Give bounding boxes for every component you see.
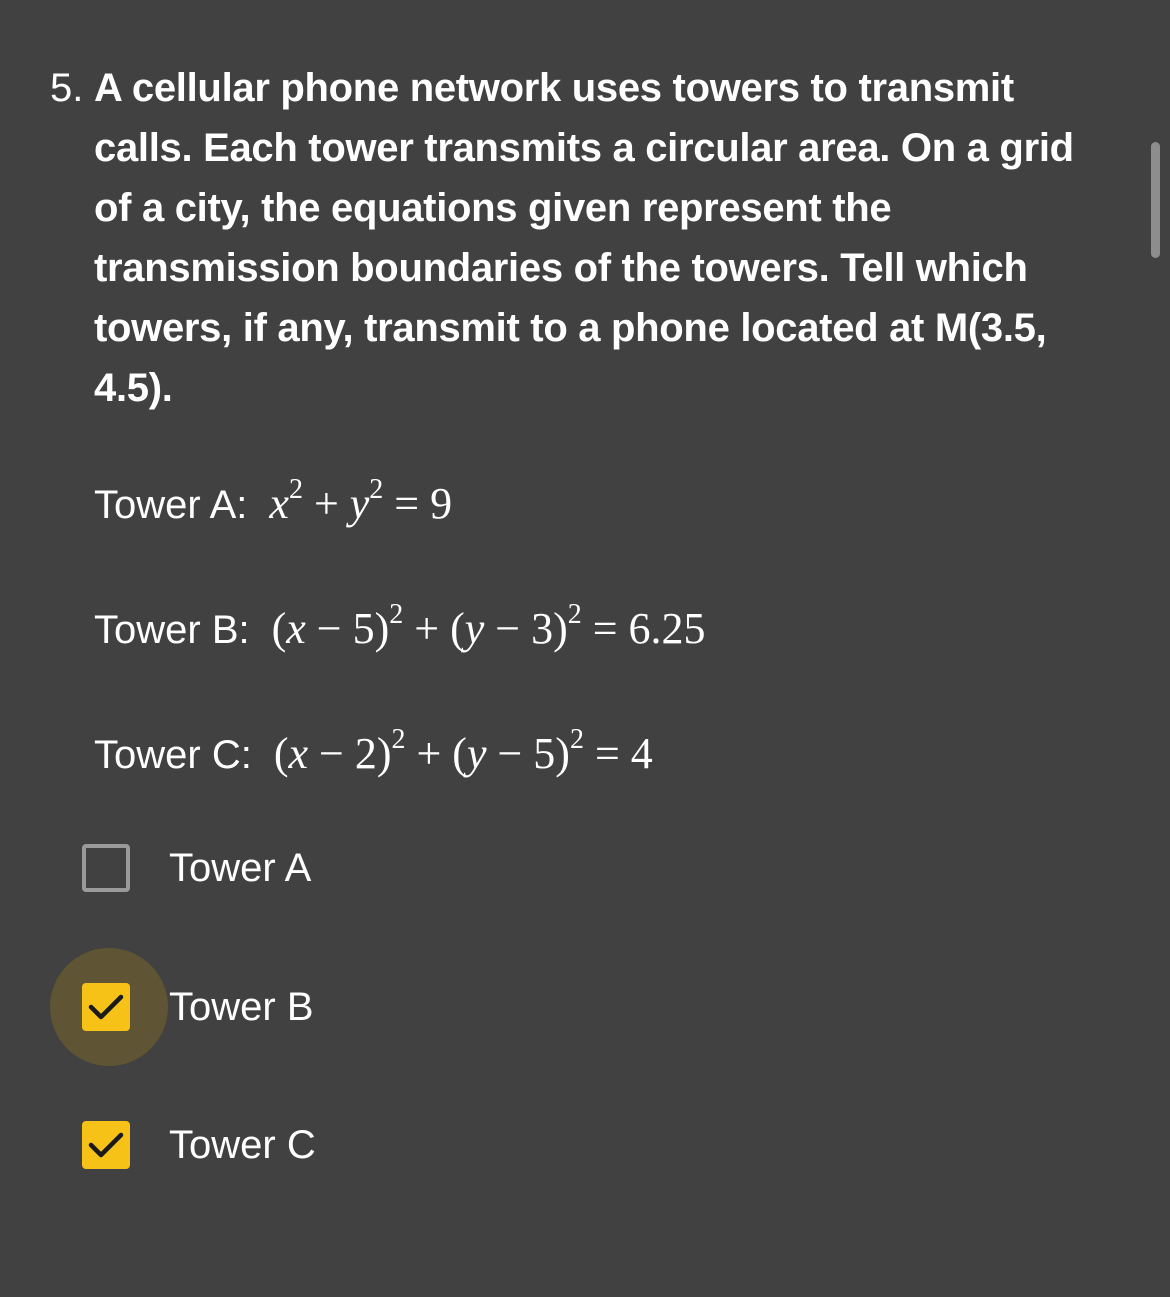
- equation-tower-b: [94, 599, 706, 654]
- option-tower-a[interactable]: [50, 808, 650, 928]
- equation-formula: $(x - 2)^2 + (y - 5)^2 = 4$: [273, 724, 653, 778]
- equation-tower-c: [94, 724, 653, 779]
- equation-formula: $(x - 5)^2 + (y - 3)^2 = 6.25$: [271, 599, 706, 653]
- equation-label: Tower C:: [94, 733, 252, 777]
- equation-label: Tower A:: [94, 483, 248, 527]
- equation-tower-a: [94, 474, 453, 529]
- option-label[interactable]: Tower A: [169, 846, 312, 890]
- question-number: 5.: [50, 66, 84, 110]
- checkmark-icon: [87, 1130, 125, 1160]
- checkbox-tower-b[interactable]: [82, 983, 130, 1031]
- question-text: A cellular phone network uses towers to transmit calls. Each tower transmits a circular area. On a grid of a city, the equations given represent the transmission boundaries of the towers. Tell which towers, if any, transmit to a phone located at M(3.5, 4.5).: [94, 66, 1074, 410]
- checkbox-tower-c[interactable]: [82, 1121, 130, 1169]
- option-label[interactable]: Tower B: [169, 985, 314, 1029]
- checkbox-tower-a[interactable]: [82, 844, 130, 892]
- option-label[interactable]: Tower C: [169, 1123, 316, 1167]
- equation-formula: $x^2 + y^2 = 9$: [269, 474, 453, 528]
- checkmark-icon: [87, 992, 125, 1022]
- equation-label: Tower B:: [94, 608, 250, 652]
- option-tower-c[interactable]: [50, 1085, 650, 1205]
- option-tower-b[interactable]: [50, 947, 650, 1067]
- scrollbar[interactable]: [1151, 142, 1160, 258]
